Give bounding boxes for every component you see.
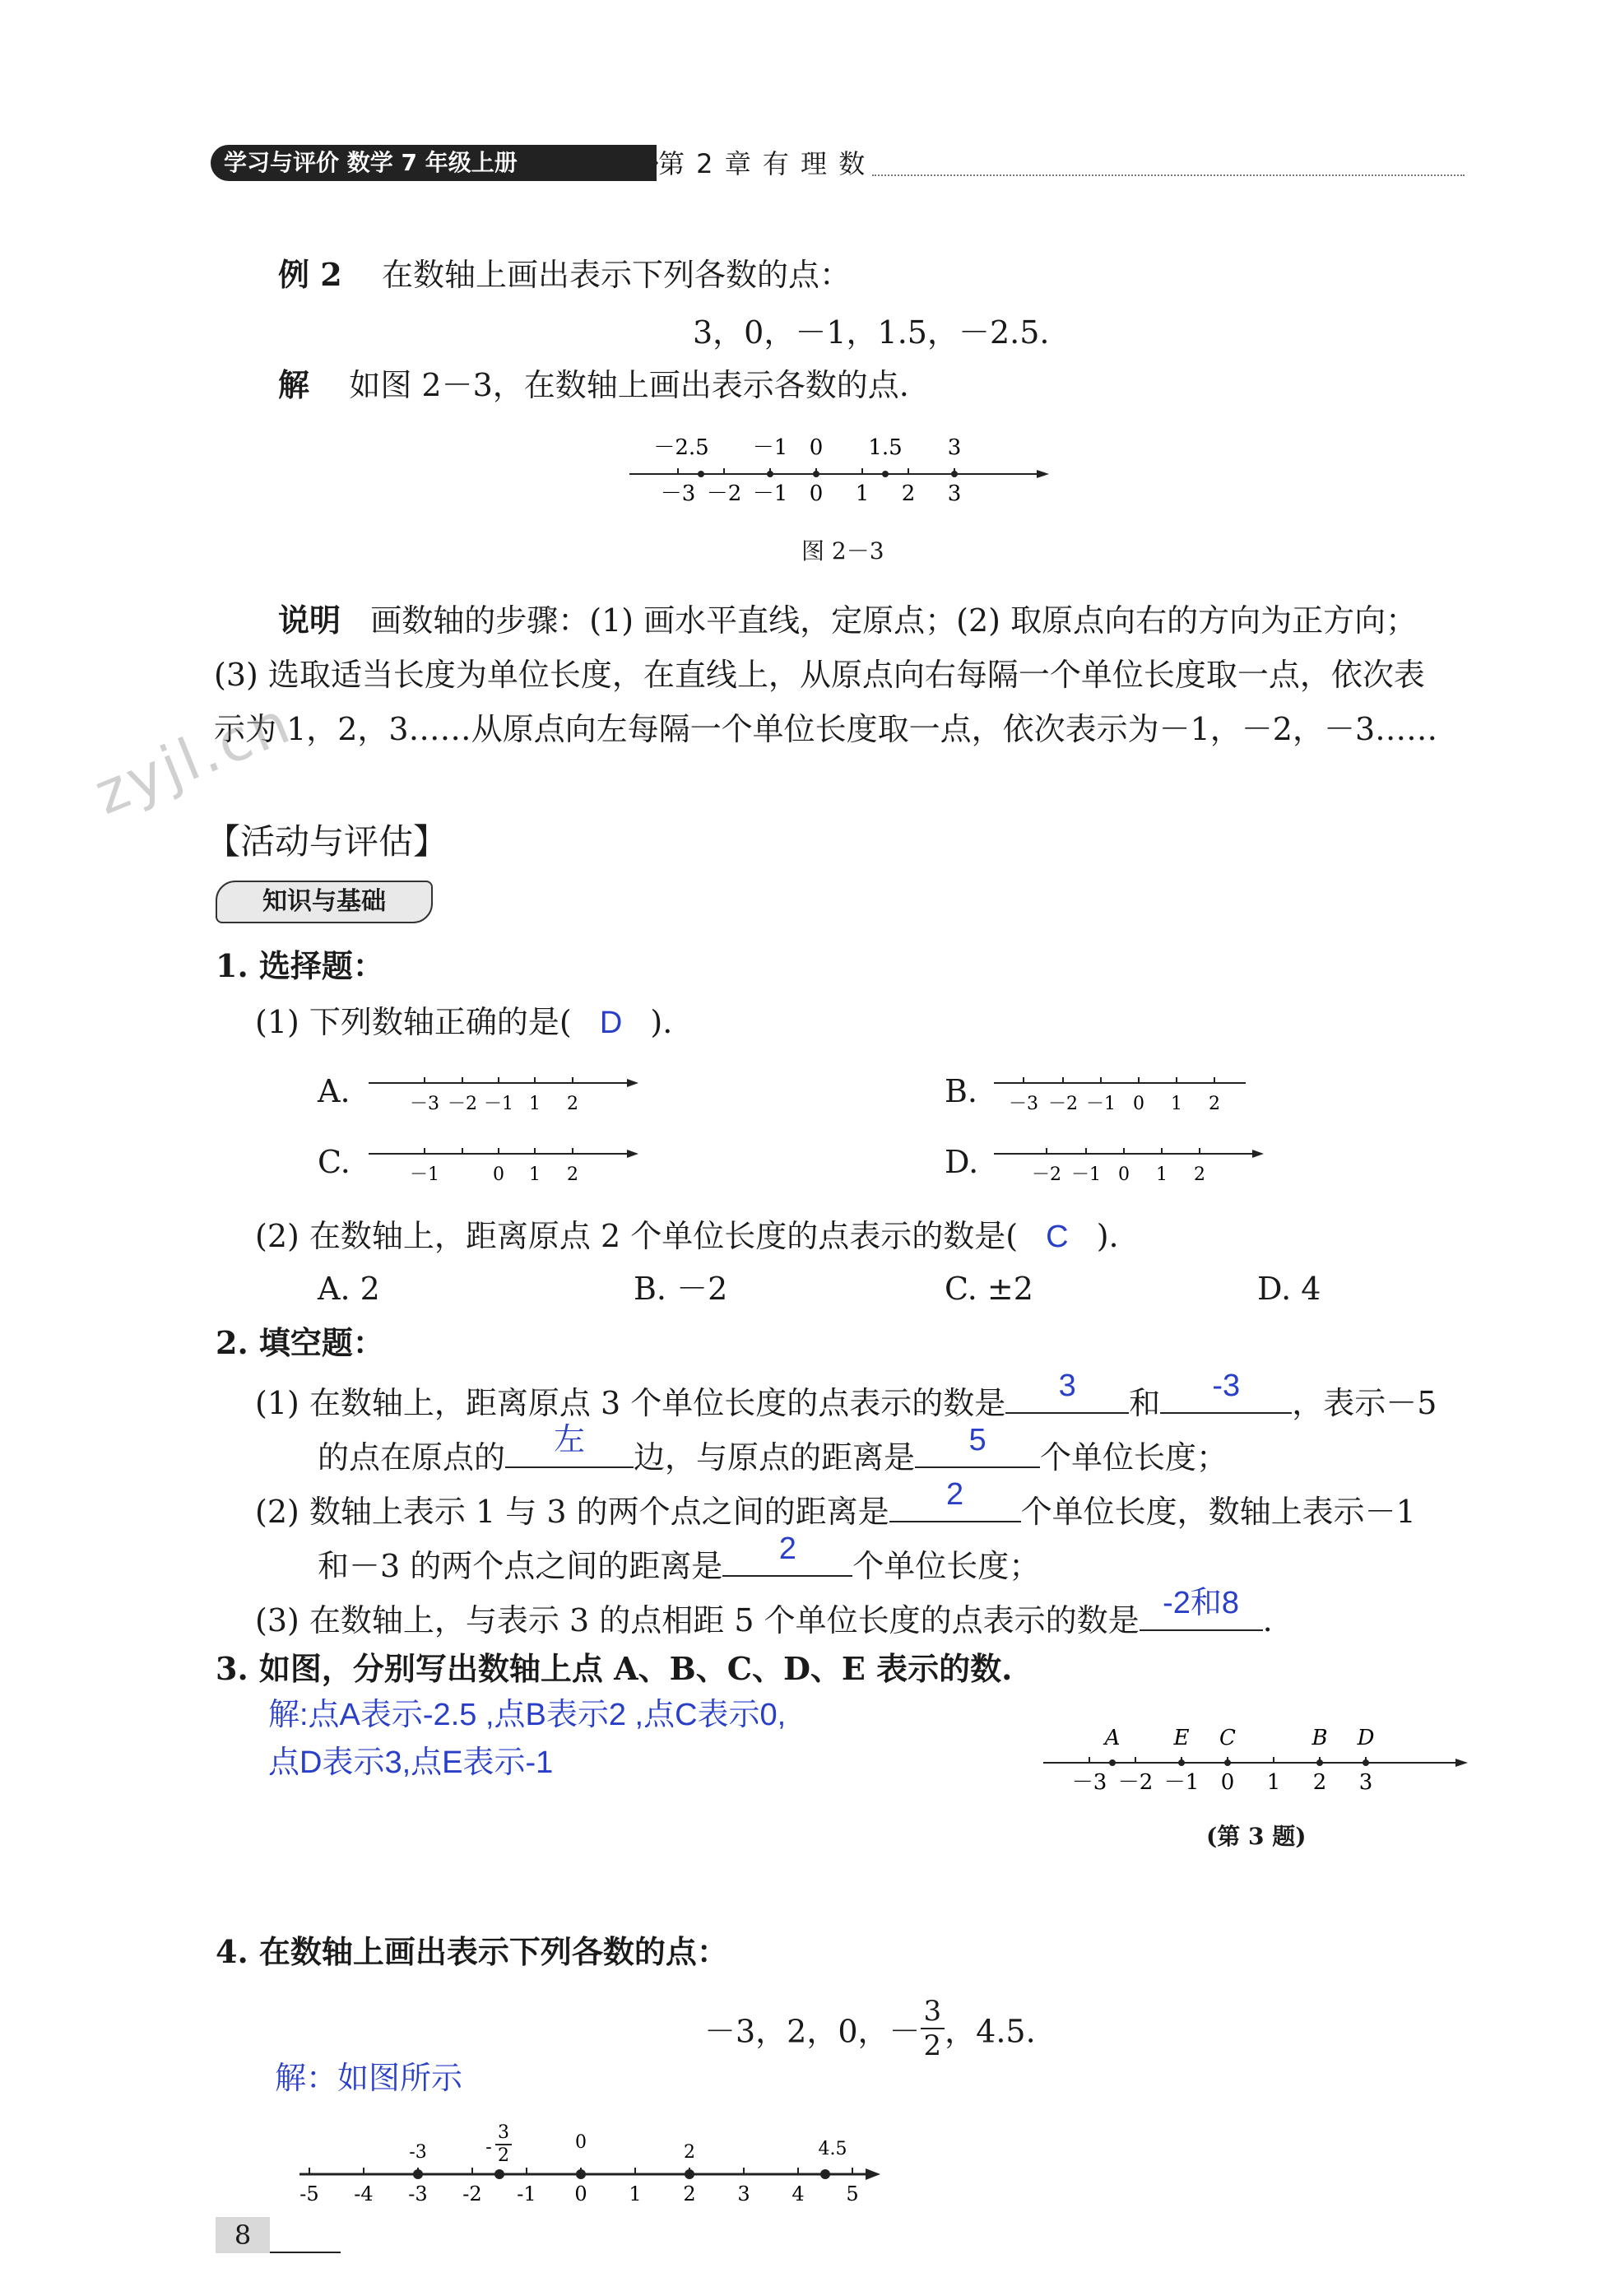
q4-point-neg3 xyxy=(413,2169,423,2179)
q2-p3-blank xyxy=(1140,1586,1263,1631)
q4-point-2 xyxy=(685,2169,694,2179)
q4-tick: -1 xyxy=(517,2182,536,2205)
q1-p2-choice-c: C. ±2 xyxy=(945,1271,1033,1307)
example-label: 例 2 xyxy=(278,256,342,293)
q1-p2-choice-a: A. 2 xyxy=(318,1271,380,1307)
ex-top-label: －1 xyxy=(752,435,788,460)
q4-tick: -4 xyxy=(354,2182,374,2205)
ex-point xyxy=(951,471,958,477)
page-number-rule xyxy=(270,2252,341,2253)
ex-tick-label: －2 xyxy=(706,481,742,506)
ex-tick-label: 3 xyxy=(947,481,962,506)
note-line-1 xyxy=(278,599,1417,642)
q2-p2-text-a: (2) 数轴上表示 1 与 3 的两个点之间的距离是 xyxy=(255,1494,889,1530)
option-d-tick: －2 xyxy=(1032,1164,1061,1185)
q4-tick: 4 xyxy=(792,2182,805,2205)
q2-p1-text-e: 个单位长度； xyxy=(1040,1439,1228,1476)
q3-point-e xyxy=(1178,1759,1185,1766)
q2-p1-line1 xyxy=(255,1369,1437,1425)
ex-top-label: 1.5 xyxy=(868,435,903,460)
option-c-tick: 0 xyxy=(493,1164,504,1185)
q3-tick: －3 xyxy=(1071,1770,1107,1795)
q4-fraction-numerator: 3 xyxy=(921,1995,945,2029)
q4-tick: 1 xyxy=(629,2182,642,2205)
option-a-tick: －2 xyxy=(448,1094,477,1114)
q4-tick: -3 xyxy=(408,2182,428,2205)
q2-title: 2. 填空题： xyxy=(216,1324,384,1361)
option-d-letter: D. xyxy=(945,1144,979,1180)
q2-p3-text-b: . xyxy=(1262,1602,1273,1638)
q2-p1-and: 和 xyxy=(1129,1385,1161,1421)
q2-p1-blank-2 xyxy=(1160,1369,1292,1414)
solution-label: 解 xyxy=(278,366,310,403)
q3-label-d: D xyxy=(1357,1726,1375,1750)
q2-p2-text-d: 个单位长度； xyxy=(852,1548,1041,1584)
option-b-tick: 1 xyxy=(1171,1094,1182,1114)
option-d-tick: 2 xyxy=(1194,1164,1205,1185)
q2-p3-text-a: (3) 在数轴上，与表示 3 的点相距 5 个单位长度的点表示的数是 xyxy=(255,1602,1140,1638)
q4-tick: 0 xyxy=(574,2182,587,2205)
q2-p2-answer-1: 2 xyxy=(946,1477,964,1512)
note-label: 说明 xyxy=(278,602,341,639)
q4-tick: -2 xyxy=(462,2182,482,2205)
q4-tick: -5 xyxy=(299,2182,319,2205)
example-solution-line xyxy=(278,364,909,407)
q4-tick: 5 xyxy=(846,2182,859,2205)
ex-top-label: －2.5 xyxy=(653,435,709,460)
note-text-1: 画数轴的步骤：(1) 画水平直线，定原点；(2) 取原点向右的方向为正方向； xyxy=(370,602,1418,639)
option-c-letter: C. xyxy=(318,1144,351,1180)
q2-p2-text-b: 个单位长度，数轴上表示－1 xyxy=(1020,1494,1416,1530)
q3-point-a xyxy=(1109,1759,1116,1766)
q2-p2-line2 xyxy=(318,1531,1041,1587)
option-b-tick: 2 xyxy=(1209,1094,1220,1114)
option-b-tick: 0 xyxy=(1133,1094,1144,1114)
page-number: 8 xyxy=(216,2217,270,2253)
q1-p1-stem-b: ). xyxy=(650,1004,673,1040)
q3-tick: －2 xyxy=(1117,1770,1154,1795)
q3-answer-line-2: 点D表示3,点E表示-1 xyxy=(268,1745,554,1780)
option-d-tick: －1 xyxy=(1071,1164,1101,1185)
q4-answer: 解：如图所示 xyxy=(275,2061,463,2096)
q2-p1-blank-4 xyxy=(915,1423,1040,1468)
option-c-tick: 1 xyxy=(529,1164,541,1185)
solution-text: 如图 2－3，在数轴上画出表示各数的点. xyxy=(349,367,909,403)
q4-fraction-denominator: 2 xyxy=(923,2029,942,2062)
q2-p1-text-b: ，表示－5 xyxy=(1292,1385,1437,1421)
q2-p2-blank-1 xyxy=(889,1477,1021,1522)
example-numbers: 3，0，－1，1.5，－2.5. xyxy=(693,314,1050,351)
option-b-number-line xyxy=(991,1070,1262,1119)
q1-p1-answer: D xyxy=(599,1006,623,1040)
chapter-title: 第 2 章 有 理 数 xyxy=(658,148,867,179)
q3-answer-line-1: 解:点A表示-2.5 ,点B表示2 ,点C表示0, xyxy=(268,1698,787,1732)
option-d-tick: 0 xyxy=(1118,1164,1130,1185)
note-line-2: (3) 选取适当长度为单位长度，在直线上，从原点向右每隔一个单位长度取一点，依次表 xyxy=(214,657,1425,693)
option-b-tick: －3 xyxy=(1009,1094,1038,1114)
q4-numbers-b: ，4.5. xyxy=(945,2013,1036,2050)
figure-caption: 图 2－3 xyxy=(801,537,884,565)
option-a-number-line xyxy=(365,1070,645,1119)
q3-point-b xyxy=(1316,1759,1323,1766)
option-b-tick: －2 xyxy=(1048,1094,1078,1114)
q2-p1-blank-3 xyxy=(505,1423,634,1468)
ex-top-label: 3 xyxy=(947,435,962,460)
option-b-letter: B. xyxy=(945,1073,978,1109)
option-a-tick: 1 xyxy=(529,1094,541,1114)
q2-p2-line1 xyxy=(255,1477,1416,1533)
option-d-tick: 1 xyxy=(1156,1164,1168,1185)
q4-point-label: 4.5 xyxy=(818,2139,847,2159)
q2-p1-text-d: 边，与原点的距离是 xyxy=(634,1439,916,1476)
q4-number-line xyxy=(295,2115,887,2205)
q4-title: 4. 在数轴上画出表示下列各数的点： xyxy=(216,1933,728,1970)
q1-p2-stem xyxy=(255,1215,1119,1258)
book-title-band xyxy=(211,145,657,181)
q4-fraction xyxy=(921,1995,945,2062)
q3-title: 3. 如图，分别写出数轴上点 A、B、C、D、E 表示的数. xyxy=(216,1650,1013,1687)
watermark: zyjl.cn xyxy=(85,688,302,828)
q1-p2-stem-a: (2) 在数轴上，距离原点 2 个单位长度的点表示的数是( xyxy=(255,1218,1019,1254)
q4-point-label: 0 xyxy=(575,2132,587,2153)
ex-tick-label: －1 xyxy=(752,481,788,506)
q2-p1-text-a: (1) 在数轴上，距离原点 3 个单位长度的点表示的数是 xyxy=(255,1385,1006,1421)
option-a-tick: －1 xyxy=(484,1094,513,1114)
q3-number-line xyxy=(1038,1720,1474,1802)
q1-p1-stem-a: (1) 下列数轴正确的是( xyxy=(255,1004,572,1040)
ex-point xyxy=(767,471,773,477)
ex-point xyxy=(813,471,819,477)
ex-point xyxy=(698,471,704,477)
option-d-number-line xyxy=(991,1141,1270,1190)
q1-p2-choice-b: B. －2 xyxy=(634,1271,728,1307)
q2-p2-answer-2: 2 xyxy=(778,1531,796,1566)
q2-p1-answer-2: -3 xyxy=(1212,1369,1241,1403)
figure-2-3-number-line xyxy=(625,428,1053,518)
q4-point-0 xyxy=(576,2169,586,2179)
q3-label-a: A xyxy=(1104,1726,1121,1750)
q2-p2-text-c: 和－3 的两个点之间的距离是 xyxy=(318,1548,723,1584)
ex-tick-label: －3 xyxy=(660,481,696,506)
book-title: 学习与评价 数学 7 年级上册 xyxy=(224,149,518,176)
q4-numbers-a: －3，2，0，－ xyxy=(704,2013,921,2050)
q4-point-label: 2 xyxy=(684,2142,695,2163)
ex-tick-label: 0 xyxy=(809,481,824,506)
q3-label-b: B xyxy=(1311,1726,1328,1750)
q3-tick: 1 xyxy=(1266,1770,1281,1795)
q4-point-label: -3 xyxy=(409,2142,427,2163)
option-a-tick: －3 xyxy=(410,1094,439,1114)
option-c-tick: －1 xyxy=(410,1164,439,1185)
q2-p3-answer: -2和8 xyxy=(1163,1586,1240,1620)
q3-caption: (第 3 题) xyxy=(1206,1823,1307,1850)
ex-top-label: 0 xyxy=(809,435,824,460)
q2-p1-answer-4: 5 xyxy=(968,1423,987,1457)
q3-point-d xyxy=(1363,1759,1369,1766)
q3-label-c: C xyxy=(1219,1726,1236,1750)
note-line-3: 示为 1，2，3……从原点向左每隔一个单位长度取一点，依次表示为－1，－2，－3…… xyxy=(214,711,1438,747)
option-c-number-line xyxy=(365,1141,645,1190)
q4-point-neg1-5 xyxy=(494,2169,504,2179)
q4-point-label-frac-sign: - xyxy=(485,2137,492,2158)
option-c-tick: 2 xyxy=(567,1164,578,1185)
q3-tick: 0 xyxy=(1220,1770,1235,1795)
q2-p1-line2 xyxy=(318,1423,1228,1479)
q3-tick: 2 xyxy=(1312,1770,1327,1795)
ex-tick-label: 2 xyxy=(901,481,916,506)
q4-point-label-frac-num: 3 xyxy=(498,2122,509,2143)
q3-tick: 3 xyxy=(1358,1770,1373,1795)
section-title: 【活动与评估】 xyxy=(206,821,448,862)
q3-label-e: E xyxy=(1173,1726,1190,1750)
header-dotted-rule xyxy=(872,174,1465,176)
q1-p2-choice-d: D. 4 xyxy=(1257,1271,1321,1307)
knowledge-badge: 知识与基础 xyxy=(216,881,433,923)
q2-p2-blank-2 xyxy=(722,1531,852,1577)
q1-p2-answer: C xyxy=(1046,1220,1069,1254)
q2-p1-blank-1 xyxy=(1005,1369,1129,1414)
example-line xyxy=(278,253,851,296)
book-title-band-tail xyxy=(643,145,658,181)
q1-p1-stem xyxy=(255,1001,672,1044)
q4-tick: 3 xyxy=(737,2182,750,2205)
q2-p1-answer-3: 左 xyxy=(554,1423,586,1457)
q3-point-c xyxy=(1224,1759,1231,1766)
option-a-letter: A. xyxy=(318,1073,351,1109)
q2-p1-answer-1: 3 xyxy=(1058,1369,1076,1403)
ex-point xyxy=(882,471,889,477)
q2-p3-line xyxy=(255,1586,1273,1642)
q1-title: 1. 选择题： xyxy=(216,947,384,984)
q2-p1-text-c: 的点在原点的 xyxy=(318,1439,506,1476)
ex-tick-label: 1 xyxy=(855,481,870,506)
q4-tick: 2 xyxy=(683,2182,696,2205)
option-a-tick: 2 xyxy=(567,1094,578,1114)
example-prompt: 在数轴上画出表示下列各数的点： xyxy=(382,257,852,293)
q4-numbers xyxy=(704,1995,1036,2062)
q3-tick: －1 xyxy=(1163,1770,1200,1795)
q4-point-label-frac-den: 2 xyxy=(498,2145,509,2166)
q1-p2-stem-b: ). xyxy=(1096,1218,1119,1254)
option-b-tick: －1 xyxy=(1086,1094,1116,1114)
q4-point-4-5 xyxy=(820,2169,830,2179)
